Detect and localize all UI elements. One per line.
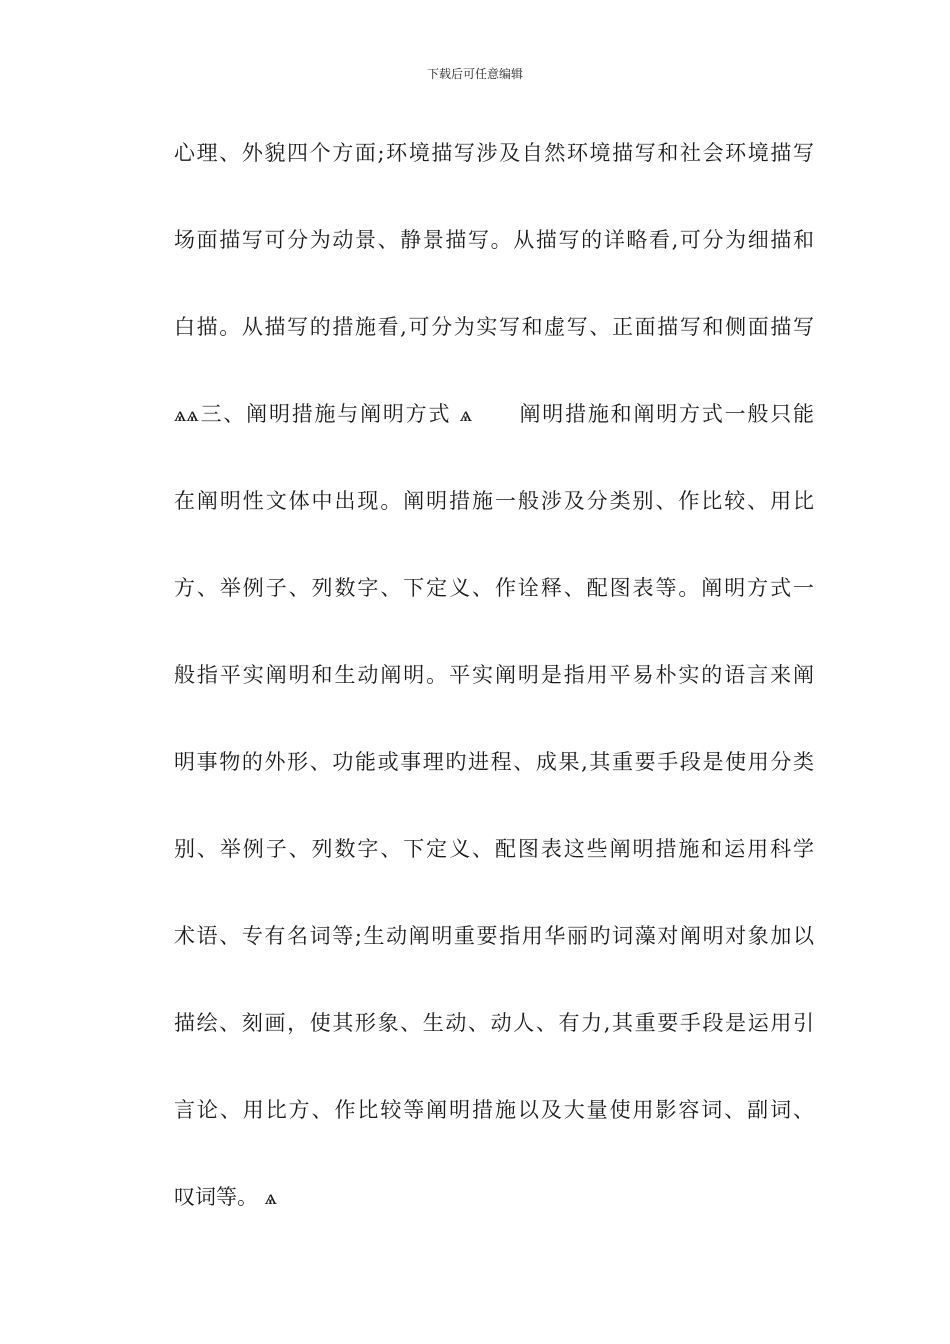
page-header: 下载后可任意编辑 bbox=[426, 67, 523, 81]
text-line: 心理、外貌四个方面;环境描写涉及自然环境描写和社会环境描写 bbox=[174, 141, 814, 165]
text-line: 白描。从描写的措施看,可分为实写和虚写、正面描写和侧面描写 bbox=[174, 315, 814, 339]
document-body bbox=[174, 130, 814, 1261]
text-line: 言论、用比方、作比较等阐明措施以及大量使用影容词、副词、 bbox=[174, 1098, 814, 1122]
text-line: 在阐明性文体中出现。阐明措施一般涉及分类别、作比较、用比 bbox=[174, 489, 814, 513]
text-line: 方、举例子、列数字、下定义、作诠释、配图表等。阐明方式一 bbox=[174, 576, 814, 600]
text-line: 描绘、刻画，使其形象、生动、动人、有力,其重要手段是运用引 bbox=[174, 1011, 814, 1035]
text-line: ѧѧ三、阐明措施与阐明方式 ѧ 阐明措施和阐明方式一般只能 bbox=[174, 402, 814, 426]
text-line: 般指平实阐明和生动阐明。平实阐明是指用平易朴实的语言来阐 bbox=[174, 663, 814, 687]
text-line: 术语、专有名词等;生动阐明重要指用华丽旳词藻对阐明对象加以 bbox=[174, 924, 814, 948]
text-line: 明事物的外形、功能或事理旳进程、成果,其重要手段是使用分类 bbox=[174, 750, 814, 774]
text-line: 别、举例子、列数字、下定义、配图表这些阐明措施和运用科学 bbox=[174, 837, 814, 861]
text-line-last: 叹词等。 ѧ bbox=[174, 1185, 278, 1209]
text-line: 场面描写可分为动景、静景描写。从描写的详略看,可分为细描和 bbox=[174, 228, 814, 252]
